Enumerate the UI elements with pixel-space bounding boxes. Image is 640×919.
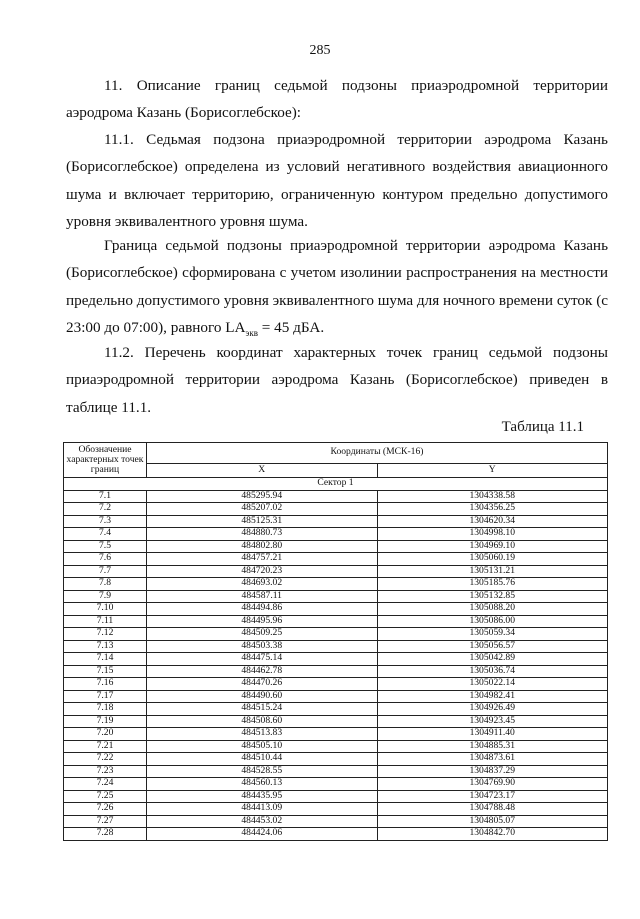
point-id-cell: 7.7: [64, 565, 147, 578]
equivalent-subscript: экв: [245, 328, 258, 339]
subsection-11-1-paragraph: 11.1. Седьмая подзона приаэродромной территории аэродрома Казань (Борисоглебское) определена из условий негативного воздействия авиационного шума и включает территорию, ограниченную контуром предельно допустимого уровня эквивалентного уровня шума.: [66, 131, 608, 231]
table-row: [64, 565, 608, 578]
x-coordinate-cell: 484435.95: [147, 790, 378, 803]
x-coordinate-cell: 484515.24: [147, 703, 378, 716]
x-coordinate-cell: 484490.60: [147, 690, 378, 703]
y-coordinate-cell: 1304723.17: [377, 790, 608, 803]
point-id-cell: 7.22: [64, 753, 147, 766]
x-coordinate-cell: 484462.78: [147, 665, 378, 678]
x-coordinate-cell: 484880.73: [147, 528, 378, 541]
point-id-cell: 7.2: [64, 503, 147, 516]
point-id-cell: 7.8: [64, 578, 147, 591]
table-row: [64, 665, 608, 678]
point-id-cell: 7.14: [64, 653, 147, 666]
header-x: X: [147, 463, 378, 477]
y-coordinate-cell: 1305059.34: [377, 628, 608, 641]
table-row: [64, 778, 608, 791]
section-heading-paragraph: 11. Описание границ седьмой подзоны приаэродромной территории аэродрома Казань (Борисоглебское):: [66, 77, 608, 122]
x-coordinate-cell: 484720.23: [147, 565, 378, 578]
table-row: [64, 690, 608, 703]
table-row: [64, 540, 608, 553]
point-id-cell: 7.10: [64, 603, 147, 616]
header-designation: Обозначение характерных точек границ: [64, 443, 147, 478]
x-coordinate-cell: 484510.44: [147, 753, 378, 766]
x-coordinate-cell: 484475.14: [147, 653, 378, 666]
point-id-cell: 7.4: [64, 528, 147, 541]
x-coordinate-cell: 485295.94: [147, 490, 378, 503]
point-id-cell: 7.17: [64, 690, 147, 703]
x-coordinate-cell: 485207.02: [147, 503, 378, 516]
table-row: [64, 703, 608, 716]
x-coordinate-cell: 484470.26: [147, 678, 378, 691]
point-id-cell: 7.9: [64, 590, 147, 603]
table-row: [64, 828, 608, 841]
x-coordinate-cell: 484509.25: [147, 628, 378, 641]
point-id-cell: 7.16: [64, 678, 147, 691]
table-row: [64, 628, 608, 641]
table-row: [64, 653, 608, 666]
y-coordinate-cell: 1305056.57: [377, 640, 608, 653]
y-coordinate-cell: 1304842.70: [377, 828, 608, 841]
x-coordinate-cell: 484802.80: [147, 540, 378, 553]
sector-label: Сектор 1: [64, 478, 608, 491]
y-coordinate-cell: 1305086.00: [377, 615, 608, 628]
x-coordinate-cell: 484508.60: [147, 715, 378, 728]
point-id-cell: 7.6: [64, 553, 147, 566]
y-coordinate-cell: 1305042.89: [377, 653, 608, 666]
y-coordinate-cell: 1305022.14: [377, 678, 608, 691]
point-id-cell: 7.24: [64, 778, 147, 791]
table-body: [64, 478, 608, 841]
table-row: [64, 553, 608, 566]
table-row: [64, 790, 608, 803]
point-id-cell: 7.1: [64, 490, 147, 503]
x-coordinate-cell: 484424.06: [147, 828, 378, 841]
point-id-cell: 7.26: [64, 803, 147, 816]
table-row: [64, 728, 608, 741]
x-coordinate-cell: 484560.13: [147, 778, 378, 791]
y-coordinate-cell: 1304837.29: [377, 765, 608, 778]
y-coordinate-cell: 1304805.07: [377, 815, 608, 828]
y-coordinate-cell: 1305088.20: [377, 603, 608, 616]
y-coordinate-cell: 1305131.21: [377, 565, 608, 578]
x-coordinate-cell: 484513.83: [147, 728, 378, 741]
y-coordinate-cell: 1304923.45: [377, 715, 608, 728]
y-coordinate-cell: 1304982.41: [377, 690, 608, 703]
y-coordinate-cell: 1304926.49: [377, 703, 608, 716]
table-row: [64, 590, 608, 603]
y-coordinate-cell: 1305060.19: [377, 553, 608, 566]
table-caption: Таблица 11.1: [501, 419, 584, 435]
point-id-cell: 7.3: [64, 515, 147, 528]
table-row: [64, 678, 608, 691]
table-row: [64, 515, 608, 528]
x-coordinate-cell: 484494.86: [147, 603, 378, 616]
x-coordinate-cell: 485125.31: [147, 515, 378, 528]
y-coordinate-cell: 1304911.40: [377, 728, 608, 741]
y-coordinate-cell: 1304969.10: [377, 540, 608, 553]
x-coordinate-cell: 484693.02: [147, 578, 378, 591]
y-coordinate-cell: 1304356.25: [377, 503, 608, 516]
header-coordinates: Координаты (МСК-16): [147, 443, 608, 464]
x-coordinate-cell: 484453.02: [147, 815, 378, 828]
table-row: [64, 490, 608, 503]
sector-row: [64, 478, 608, 491]
point-id-cell: 7.23: [64, 765, 147, 778]
point-id-cell: 7.12: [64, 628, 147, 641]
point-id-cell: 7.27: [64, 815, 147, 828]
noise-level-value: = 45 дБА.: [257, 319, 325, 337]
y-coordinate-cell: 1304338.58: [377, 490, 608, 503]
table-row: [64, 803, 608, 816]
y-coordinate-cell: 1304620.34: [377, 515, 608, 528]
point-id-cell: 7.13: [64, 640, 147, 653]
y-coordinate-cell: 1304788.48: [377, 803, 608, 816]
header-y: Y: [377, 463, 608, 477]
boundary-description-text: Граница седьмой подзоны приаэродромной территории аэродрома Казань (Борисоглебское) сформирована с учетом изолинии распространения на местности предельно допустимого уровня эквивалентного шума для ночного времени суток (с 23:00 до 07:00), равного LA: [66, 237, 608, 337]
point-id-cell: 7.25: [64, 790, 147, 803]
table-row: [64, 715, 608, 728]
table-row: [64, 528, 608, 541]
y-coordinate-cell: 1304998.10: [377, 528, 608, 541]
table-row: [64, 640, 608, 653]
x-coordinate-cell: 484505.10: [147, 740, 378, 753]
y-coordinate-cell: 1305132.85: [377, 590, 608, 603]
y-coordinate-cell: 1304769.90: [377, 778, 608, 791]
point-id-cell: 7.28: [64, 828, 147, 841]
table-row: [64, 815, 608, 828]
table-row: [64, 615, 608, 628]
table-row: [64, 740, 608, 753]
point-id-cell: 7.19: [64, 715, 147, 728]
point-id-cell: 7.11: [64, 615, 147, 628]
point-id-cell: 7.18: [64, 703, 147, 716]
y-coordinate-cell: 1305185.76: [377, 578, 608, 591]
point-id-cell: 7.20: [64, 728, 147, 741]
x-coordinate-cell: 484757.21: [147, 553, 378, 566]
table-row: [64, 603, 608, 616]
x-coordinate-cell: 484413.09: [147, 803, 378, 816]
point-id-cell: 7.5: [64, 540, 147, 553]
y-coordinate-cell: 1304885.31: [377, 740, 608, 753]
point-id-cell: 7.15: [64, 665, 147, 678]
boundary-description-paragraph: [66, 232, 608, 348]
table-row: [64, 578, 608, 591]
table-row: [64, 503, 608, 516]
x-coordinate-cell: 484503.38: [147, 640, 378, 653]
table-row: [64, 765, 608, 778]
y-coordinate-cell: 1305036.74: [377, 665, 608, 678]
y-coordinate-cell: 1304873.61: [377, 753, 608, 766]
point-id-cell: 7.21: [64, 740, 147, 753]
x-coordinate-cell: 484587.11: [147, 590, 378, 603]
page-number: 285: [309, 43, 331, 58]
subsection-11-2-paragraph: 11.2. Перечень координат характерных точек границ седьмой подзоны приаэродромной территории аэродрома Казань (Борисоглебское) приведен в таблице 11.1.: [66, 344, 608, 416]
x-coordinate-cell: 484495.96: [147, 615, 378, 628]
table-header-row: [64, 443, 608, 464]
table-row: [64, 753, 608, 766]
coordinates-table: [63, 442, 608, 841]
x-coordinate-cell: 484528.55: [147, 765, 378, 778]
